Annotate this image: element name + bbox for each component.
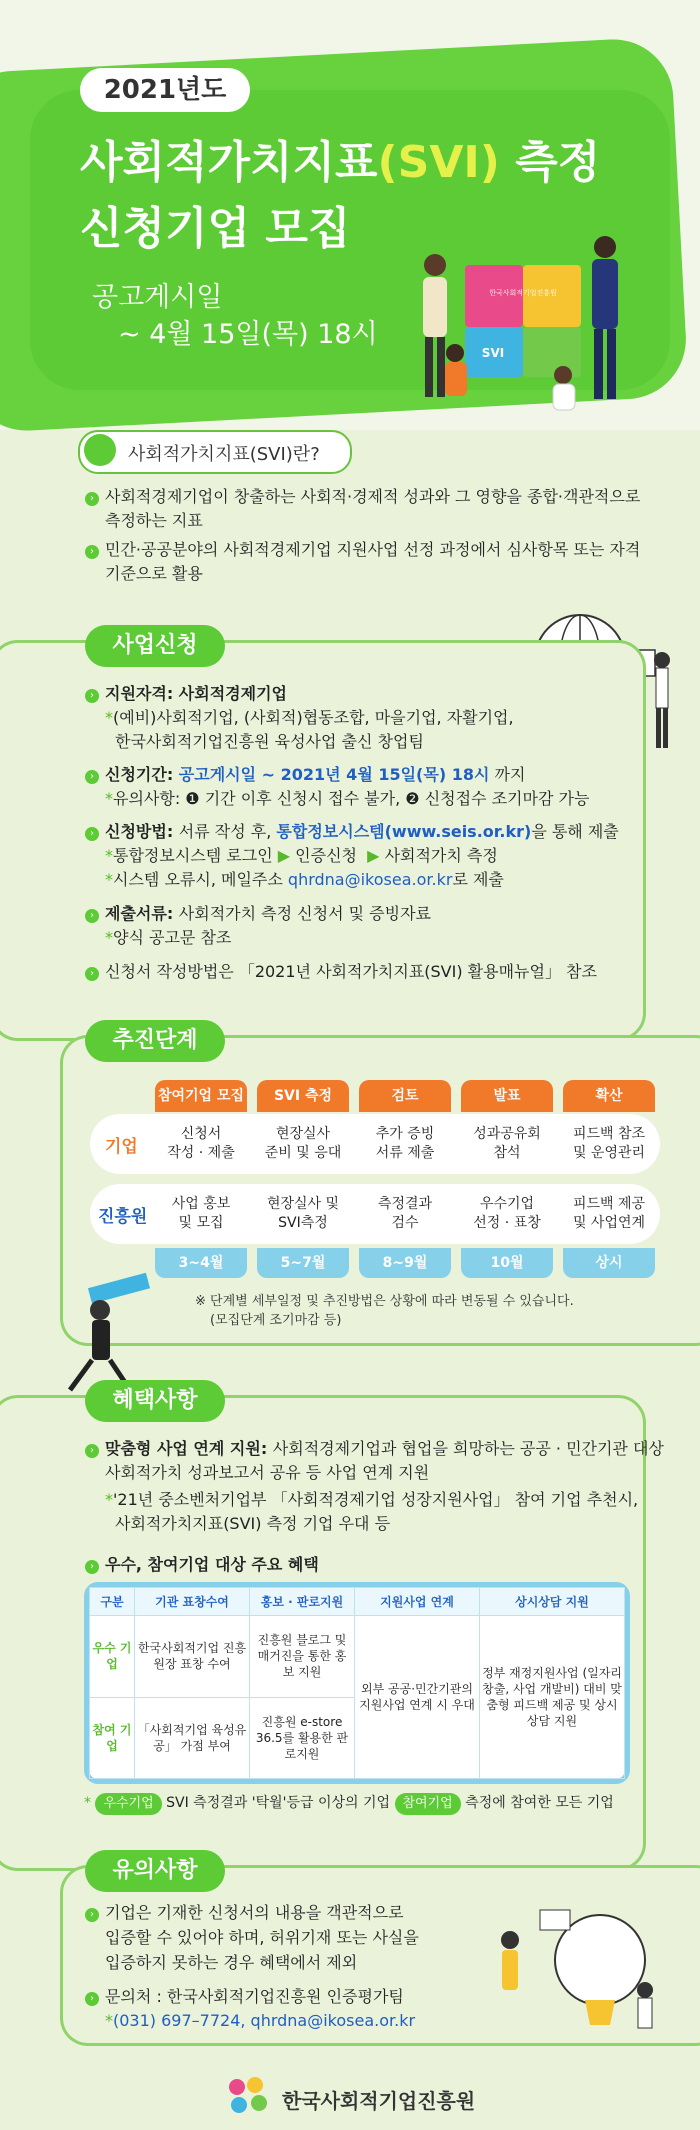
stage-svi-measure: SVI 측정	[257, 1080, 349, 1112]
method-line: › 신청방법: 서류 작성 후, 통합정보시스템(www.seis.or.kr)을 통해 제출	[85, 820, 619, 843]
company-cell-1: 신청서 작성 · 제출	[167, 1126, 235, 1161]
eligibility-label: › 지원자격: 사회적경제기업	[85, 682, 287, 705]
agency-cell-5: 피드백 제공 및 사업연계	[572, 1196, 646, 1231]
match-note-1: *'21년 중소벤처기업부 「사회적경제기업 성장지원사업」 참여 기업 추천시,	[105, 1490, 639, 1509]
hero-title-line2: 신청기업 모집	[80, 203, 351, 254]
excellent-tag: 우수기업	[95, 1793, 161, 1815]
org-logo-icon	[225, 2075, 273, 2117]
agency-cell-1: 사업 홍보 및 모집	[171, 1196, 231, 1231]
docs-line: › 제출서류: 사회적가치 측정 신청서 및 증빙자료	[85, 902, 431, 925]
svi-definition-label: 사회적가치지표(SVI)란?	[128, 444, 320, 465]
bullet-arrow-icon: ›	[85, 689, 99, 703]
agency-cell-4: 우수기업 선정 · 표창	[473, 1196, 541, 1231]
method-email: *시스템 오류시, 메일주소 qhrdna@ikosea.or.kr로 제출	[105, 870, 504, 889]
notice-bullet: › 기업은 기재한 신청서의 내용을 객관적으로 입증할 수 있어야 하며, 허위기재 또는 사실을 입증하지 못하는 경우 혜택에서 제외	[85, 1900, 419, 1975]
period-4: 10월	[461, 1248, 553, 1278]
svi-bullet-1: › 사회적경제기업이 창출하는 사회적·경제적 성과와 그 영향을 종합·객관적으로 측정하는 지표	[85, 485, 665, 533]
apply-section-title: 사업신청	[85, 625, 225, 667]
agency-cell-2: 현장실사 및 SVI측정	[266, 1196, 340, 1231]
bullet-arrow-icon: ›	[85, 1560, 99, 1574]
people-puzzle-illustration	[395, 225, 635, 415]
th-link: 지원사업 연계	[355, 1588, 480, 1616]
th-category: 구분	[90, 1588, 135, 1616]
shared-consult-cell: 정부 재정지원사업 (일자리 창출, 사업 개발비) 대비 맞춤형 피드백 제공 및 상시상담 지원	[480, 1616, 625, 1779]
process-note: ※ 단계별 세부일정 및 추진방법은 상황에 따라 변동될 수 있습니다. (모집단계 조기마감 등)	[195, 1294, 574, 1328]
year-badge: 2021년도	[80, 68, 250, 112]
stage-review: 검토	[359, 1080, 451, 1112]
company-cell-2: 현장실사 준비 및 응대	[264, 1126, 342, 1161]
th-award: 기관 표창수여	[135, 1588, 250, 1616]
illustration-sign: 한국사회적기업진흥원	[489, 289, 557, 297]
period-line: › 신청기간: 공고게시일 ~ 2021년 4월 15일(목) 18시 까지	[85, 763, 525, 786]
row-excellent-promo: 진흥원 블로그 및 매거진을 통한 홍보 지원	[250, 1616, 355, 1698]
checklist-icon	[84, 434, 116, 466]
match-note-2: 사회적가치지표(SVI) 측정 기업 우대 등	[115, 1514, 391, 1533]
bullet-arrow-icon: ›	[85, 770, 99, 784]
eligibility-detail-2: 한국사회적기업진흥원 육성사업 출신 창업팀	[115, 732, 424, 751]
match-line: › 맞춤형 사업 연계 지원: 사회적경제기업과 협업을 희망하는 공공 · 민간기관 대상	[85, 1437, 664, 1460]
benefits-table	[89, 1587, 625, 1779]
deadline-line2: ~ 4월 15일(목) 18시	[118, 319, 378, 350]
shared-link-cell: 외부 공공·민간기관의 지원사업 연계 시 우대	[355, 1616, 480, 1779]
bullet-arrow-icon: ›	[85, 1444, 99, 1458]
row-participant-label: 참여 기업	[90, 1697, 135, 1779]
period-note: *유의사항: ❶ 기간 이후 신청시 접수 불가, ❷ 신청접수 조기마감 가능	[105, 789, 590, 808]
docs-note: *양식 공고문 참조	[105, 928, 232, 947]
th-consult: 상시상담 지원	[480, 1588, 625, 1616]
eligibility-detail-1: *(예비)사회적기업, (사회적)협동조합, 마을기업, 자활기업,	[105, 708, 514, 727]
method-steps: *통합정보시스템 로그인 ▶ 인증신청 ▶ 사회적가치 측정	[105, 846, 498, 865]
benefits-section-title: 혜택사항	[85, 1380, 225, 1422]
benefits-table-frame	[84, 1582, 630, 1784]
bullet-arrow-icon: ›	[85, 1992, 99, 2006]
svi-bullet-2: › 민간·공공분야의 사회적경제기업 지원사업 선정 과정에서 심사항목 또는 자격 기준으로 활용	[85, 538, 665, 586]
row-excellent-award: 한국사회적기업 진흥원장 표창 수여	[135, 1616, 250, 1698]
row-excellent-label: 우수 기업	[90, 1616, 135, 1698]
bullet-arrow-icon: ›	[85, 827, 99, 841]
bullet-arrow-icon: ›	[85, 492, 99, 506]
company-label: 기업	[105, 1137, 138, 1157]
stage-spread: 확산	[563, 1080, 655, 1112]
bullet-arrow-icon: ›	[85, 909, 99, 923]
match-line-2: 사회적가치 성과보고서 공유 등 사업 연계 지원	[105, 1463, 430, 1482]
row-participant-award: 「사회적기업 육성유공」 가점 부여	[135, 1697, 250, 1779]
period-5: 상시	[563, 1248, 655, 1278]
agency-cell-3: 측정결과 검수	[377, 1196, 433, 1231]
row-participant-promo: 진흥원 e-store 36.5를 활용한 판로지원	[250, 1697, 355, 1779]
illustration-svi-tag: SVI	[481, 346, 505, 360]
manual-line: › 신청서 작성방법은 「2021년 사회적가치지표(SVI) 활용매뉴얼」 참조	[85, 960, 597, 983]
agency-label: 진흥원	[98, 1207, 148, 1227]
notice-section-title: 유의사항	[85, 1850, 225, 1892]
company-cell-3: 추가 증빙 서류 제출	[375, 1126, 435, 1161]
bullet-arrow-icon: ›	[85, 967, 99, 981]
period-2: 5~7월	[257, 1248, 349, 1278]
stage-recruit: 참여기업 모집	[155, 1080, 247, 1112]
process-section-title: 추진단계	[85, 1020, 225, 1062]
stage-announce: 발표	[461, 1080, 553, 1112]
contact-line: › 문의처 : 한국사회적기업진흥원 인증평가팀	[85, 1985, 404, 2008]
table-title: › 우수, 참여기업 대상 주요 혜택	[85, 1553, 319, 1576]
participant-tag: 참여기업	[395, 1793, 461, 1815]
bullet-arrow-icon: ›	[85, 545, 99, 559]
period-3: 8~9월	[359, 1248, 451, 1278]
company-cell-5: 피드백 참조 및 운영관리	[572, 1126, 646, 1161]
lightbulb-illustration	[470, 1880, 670, 2030]
bullet-arrow-icon: ›	[85, 1908, 99, 1922]
deadline-line1: 공고게시일	[92, 282, 223, 313]
hero-title-line1: 사회적가치지표(SVI) 측정	[80, 137, 601, 188]
contact-value: *(031) 697–7724, qhrdna@ikosea.or.kr	[105, 2011, 416, 2030]
benefits-footnote: * 우수기업 SVI 측정결과 '탁월'등급 이상의 기업 참여기업 측정에 참여한 모든 기업	[84, 1792, 614, 1815]
seis-link: 통합정보시스템(www.seis.or.kr)	[276, 822, 532, 841]
th-promo: 홍보 · 판로지원	[250, 1588, 355, 1616]
company-cell-4: 성과공유회 참석	[473, 1126, 541, 1161]
period-1: 3~4월	[155, 1248, 247, 1278]
org-name: 한국사회적기업진흥원	[282, 2089, 476, 2113]
